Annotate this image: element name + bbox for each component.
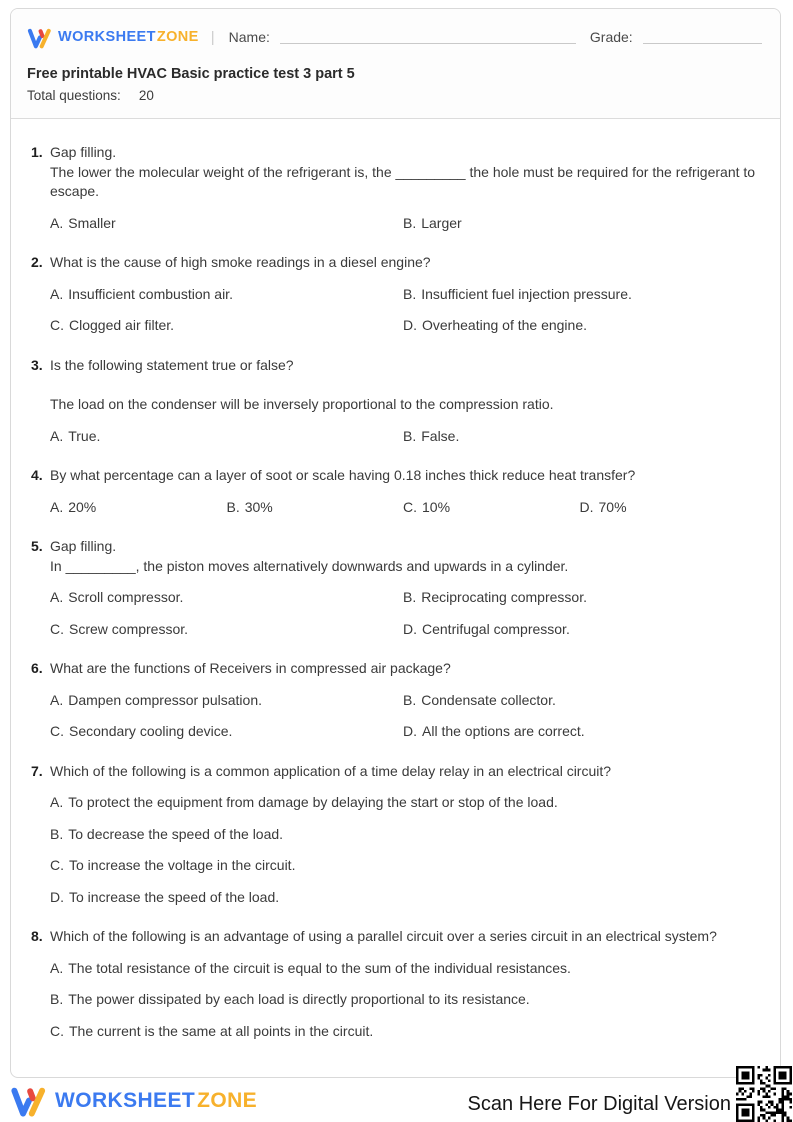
question-text: Gap filling. <box>50 144 117 160</box>
w-mark-icon <box>27 25 52 50</box>
answer-option: B. The power dissipated by each load is directly proportional to its resistance. <box>50 991 530 1007</box>
answer-option: C. The current is the same at all points in the circuit. <box>50 1022 374 1039</box>
answer-options <box>50 588 756 639</box>
question-text: Gap filling. <box>50 538 117 554</box>
answer-option: B. 30% <box>226 498 273 515</box>
answer-option: D. Overheating of the engine. <box>403 317 588 333</box>
question-body <box>50 253 756 336</box>
answer-option: A. Smaller <box>50 214 116 231</box>
question-number: 7. <box>31 762 43 779</box>
question-text: The load on the condenser will be inversely proportional to the compression ratio. <box>50 396 554 412</box>
question-item <box>31 253 756 336</box>
question-paragraphs <box>50 927 756 947</box>
worksheet-header <box>11 9 780 119</box>
answer-option: C. Clogged air filter. <box>50 317 175 333</box>
grade-label: Grade: <box>589 29 633 45</box>
total-questions-row <box>27 88 764 103</box>
question-paragraphs <box>50 537 756 576</box>
question-text: In _________, the piston moves alternatively downwards and upwards in a cylinder. <box>50 557 569 574</box>
question-number: 2. <box>31 254 43 270</box>
name-input-line <box>280 30 576 44</box>
name-label: Name: <box>228 29 270 45</box>
brand-word-worksheet: WORKSHEET <box>58 29 156 45</box>
question-item <box>31 927 756 1041</box>
question-item <box>31 143 756 233</box>
question-text: What are the functions of Receivers in compressed air package? <box>50 660 451 676</box>
question-item <box>31 537 756 639</box>
question-text: What is the cause of high smoke readings in a diesel engine? <box>50 254 431 270</box>
answer-option: B. To decrease the speed of the load. <box>50 825 284 842</box>
question-item <box>31 356 756 447</box>
qr-code <box>736 1066 792 1122</box>
question-body <box>50 927 756 1041</box>
answer-option: A. The total resistance of the circuit is equal to the sum of the individual resistances. <box>50 959 571 976</box>
brand-word-zone: ZONE <box>197 1088 258 1112</box>
brand-word-zone: ZONE <box>156 29 199 45</box>
answer-option: A. True. <box>50 427 101 444</box>
w-mark-icon <box>10 1082 47 1119</box>
question-body <box>50 537 756 639</box>
question-number: 5. <box>31 538 43 554</box>
question-paragraphs <box>50 762 756 782</box>
brand-word-worksheet: WORKSHEET <box>55 1088 196 1112</box>
header-row <box>27 23 764 51</box>
worksheet-title: Free printable HVAC Basic practice test 3 part 5 <box>27 66 355 82</box>
question-text: The lower the molecular weight of the refrigerant is, the _________ the hole must be required for the refrigerant to escape. <box>50 163 756 199</box>
answer-option: C. Secondary cooling device. <box>50 723 233 739</box>
footer-brand-logo <box>10 1082 257 1119</box>
brand-text <box>58 28 199 46</box>
answer-options <box>50 427 756 447</box>
question-item <box>31 659 756 742</box>
question-number: 3. <box>31 356 43 373</box>
brand-logo <box>27 25 199 50</box>
question-text: Which of the following is an advantage of using a parallel circuit over a series circuit in an electrical system? <box>50 928 717 944</box>
question-number: 8. <box>31 928 43 944</box>
answer-option: D. 70% <box>579 498 627 515</box>
question-item <box>31 466 756 517</box>
answer-option: B. Insufficient fuel injection pressure. <box>403 285 632 302</box>
total-questions-value: 20 <box>138 88 154 103</box>
answer-option: B. Condensate collector. <box>403 691 556 708</box>
header-separator: | <box>210 28 215 46</box>
question-number: 6. <box>31 660 43 676</box>
answer-option: C. Screw compressor. <box>50 620 189 637</box>
answer-options <box>50 793 756 907</box>
question-body <box>50 143 756 233</box>
question-text: Is the following statement true or false? <box>50 356 294 373</box>
answer-options <box>50 691 756 742</box>
answer-option: D. Centrifugal compressor. <box>403 620 570 637</box>
question-paragraphs <box>50 356 756 415</box>
answer-options <box>50 285 756 336</box>
answer-options <box>50 498 756 518</box>
answer-options <box>50 214 756 234</box>
answer-option: A. Scroll compressor. <box>50 589 184 605</box>
answer-option: C. 10% <box>403 498 451 515</box>
question-body <box>50 356 756 447</box>
question-number: 4. <box>31 467 43 483</box>
answer-options <box>50 959 756 1042</box>
question-text: Which of the following is a common application of a time delay relay in an electrical circuit? <box>50 762 612 779</box>
answer-option: A. Insufficient combustion air. <box>50 285 233 302</box>
question-body <box>50 659 756 742</box>
answer-option: C. To increase the voltage in the circuit. <box>50 857 296 873</box>
question-text: By what percentage can a layer of soot or scale having 0.18 inches thick reduce heat transfer? <box>50 467 636 483</box>
question-paragraphs <box>50 466 756 486</box>
worksheet-card <box>10 8 781 1078</box>
answer-option: B. Reciprocating compressor. <box>403 589 587 605</box>
footer-brand-text <box>55 1089 257 1113</box>
question-body <box>50 762 756 908</box>
answer-option: A. 20% <box>50 498 97 515</box>
answer-option: D. To increase the speed of the load. <box>50 888 280 905</box>
scan-here-text: Scan Here For Digital Version <box>467 1093 731 1115</box>
question-item <box>31 762 756 908</box>
questions-list <box>11 119 780 1041</box>
total-questions-label: Total questions: <box>27 88 121 103</box>
question-paragraphs <box>50 253 756 273</box>
question-paragraphs <box>50 659 756 679</box>
grade-input-line <box>643 30 762 44</box>
answer-option: A. Dampen compressor pulsation. <box>50 691 262 708</box>
question-paragraphs <box>50 143 756 202</box>
question-number: 1. <box>31 144 43 160</box>
answer-option: D. All the options are correct. <box>403 723 585 739</box>
answer-option: A. To protect the equipment from damage by delaying the start or stop of the load. <box>50 794 558 810</box>
answer-option: B. Larger <box>403 214 462 231</box>
question-body <box>50 466 756 517</box>
answer-option: B. False. <box>403 427 460 444</box>
